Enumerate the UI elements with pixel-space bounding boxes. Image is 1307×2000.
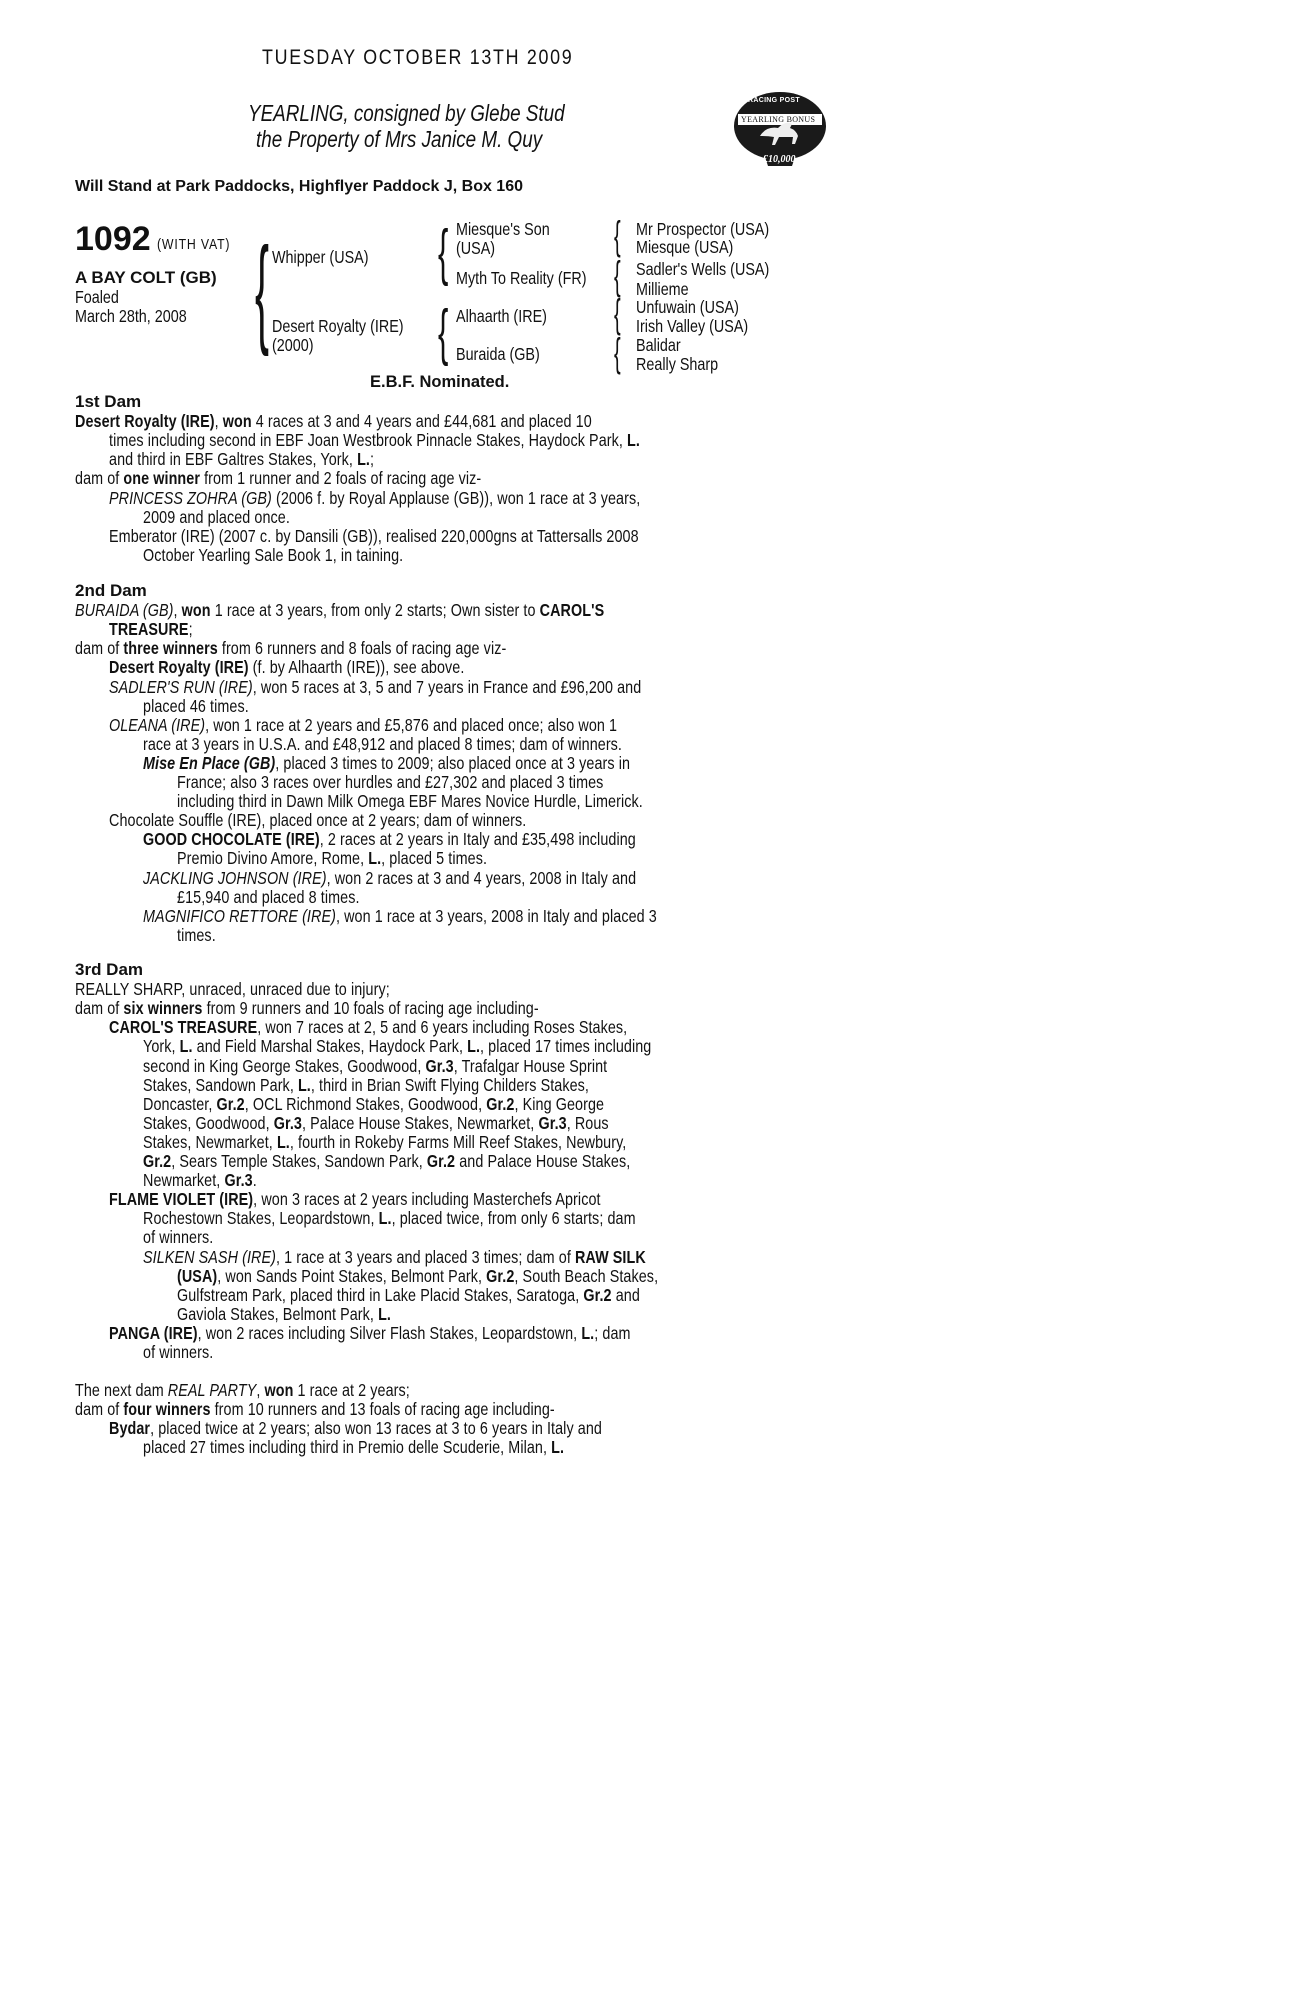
text-run: TREASURE bbox=[109, 619, 189, 640]
body-line bbox=[109, 1189, 601, 1210]
foaled-label: Foaled bbox=[75, 287, 119, 307]
text-run: , King George bbox=[514, 1093, 605, 1114]
text-run: ; dam bbox=[594, 1322, 631, 1343]
text-run: , fourth in Rokeby Farms Mill Reef Stakes, Newbury, bbox=[289, 1131, 627, 1152]
sale-date: TUESDAY OCTOBER 13TH 2009 bbox=[262, 46, 574, 69]
body-line bbox=[109, 449, 374, 470]
text-run: Stakes, Sandown Park, bbox=[143, 1074, 298, 1095]
text-run: FLAME VIOLET (IRE) bbox=[109, 1189, 254, 1210]
body-line bbox=[143, 1437, 564, 1458]
text-run: won bbox=[181, 600, 211, 621]
lot-number: 1092 bbox=[75, 220, 151, 258]
body-line bbox=[143, 1170, 257, 1191]
text-run: France; also 3 races over hurdles and £27,302 and placed 3 times bbox=[177, 772, 604, 792]
pedigree-sire-dam: Myth To Reality (FR) bbox=[456, 268, 587, 288]
text-run: (2006 f. by Royal Applause (GB)), won 1 race at 3 years, bbox=[271, 487, 641, 508]
text-run: L. bbox=[297, 1074, 311, 1095]
text-run: ; bbox=[370, 449, 375, 470]
body-line bbox=[143, 1094, 604, 1115]
text-run: , won 1 race at 3 years, 2008 in Italy and placed 3 bbox=[335, 905, 657, 926]
text-run: , bbox=[173, 600, 182, 621]
text-run: October Yearling Sale Book 1, in taining. bbox=[143, 544, 404, 565]
text-run: GOOD CHOCOLATE (IRE) bbox=[143, 829, 320, 850]
text-run: L. bbox=[357, 449, 371, 470]
body-line bbox=[143, 696, 249, 717]
body-line bbox=[109, 619, 193, 640]
brace-2: { bbox=[614, 254, 621, 298]
body-line bbox=[143, 1075, 589, 1096]
text-run: , Sears Temple Stakes, Sandown Park, bbox=[171, 1151, 427, 1171]
text-run: and bbox=[611, 1284, 640, 1305]
text-run: , placed 5 times. bbox=[381, 848, 488, 869]
text-run: Stakes, Goodwood, bbox=[143, 1112, 274, 1133]
body-line bbox=[143, 545, 403, 566]
text-run: , Palace House Stakes, Newmarket, bbox=[301, 1112, 539, 1133]
text-run: , placed 3 times to 2009; also placed once at 3 years in bbox=[275, 752, 631, 773]
text-run: L. bbox=[581, 1322, 595, 1343]
text-run: BURAIDA (GB) bbox=[75, 600, 174, 621]
text-run: Gr.3 bbox=[538, 1112, 567, 1133]
badge-middle-text: YEARLING BONUS bbox=[741, 115, 816, 124]
body-line bbox=[109, 430, 640, 451]
text-run: Bydar bbox=[109, 1418, 151, 1439]
text-run: L. bbox=[467, 1036, 481, 1057]
text-run: and Field Marshal Stakes, Haydock Park, bbox=[192, 1036, 468, 1057]
body-line bbox=[109, 1017, 627, 1038]
text-run: race at 3 years in U.S.A. and £48,912 and placed 8 times; dam of winners. bbox=[143, 733, 623, 754]
text-run: L. bbox=[368, 848, 382, 869]
body-line bbox=[143, 829, 636, 850]
pedigree-sire: Whipper (USA) bbox=[272, 247, 369, 267]
text-run: 1 race at 3 years, from only 2 starts; Own sister to bbox=[210, 600, 540, 621]
body-line bbox=[109, 657, 464, 678]
pedigree-ssd: Miesque (USA) bbox=[636, 237, 734, 257]
text-run: of winners. bbox=[143, 1342, 214, 1362]
body-line bbox=[177, 925, 216, 946]
body-line bbox=[109, 677, 641, 698]
text-run: SILKEN SASH (IRE) bbox=[143, 1246, 276, 1267]
text-run: The next dam bbox=[75, 1380, 168, 1400]
text-run: placed 27 times including third in Premio delle Scuderie, Milan, bbox=[143, 1437, 552, 1458]
body-line bbox=[109, 715, 617, 736]
property-line: the Property of Mrs Janice M. Quy bbox=[256, 126, 543, 152]
text-run: , South Beach Stakes, bbox=[514, 1265, 659, 1286]
body-line bbox=[109, 810, 526, 831]
text-run: Gr.2 bbox=[216, 1093, 245, 1114]
badge-amount: £10,000 bbox=[763, 154, 796, 165]
pedigree-sss: Mr Prospector (USA) bbox=[636, 219, 770, 239]
text-run: from 6 runners and 8 foals of racing age viz- bbox=[217, 638, 507, 659]
body-line bbox=[143, 1132, 626, 1153]
body-line bbox=[177, 848, 487, 869]
yearling-bonus-badge bbox=[730, 90, 830, 170]
pedigree-dam-sire: Alhaarth (IRE) bbox=[456, 306, 547, 326]
text-run: four winners bbox=[123, 1399, 211, 1420]
text-run: Gaviola Stakes, Belmont Park, bbox=[177, 1303, 379, 1324]
text-run: York, bbox=[143, 1036, 180, 1057]
text-run: won bbox=[264, 1380, 294, 1400]
text-run: Newmarket, bbox=[143, 1170, 225, 1191]
text-run: from 9 runners and 10 foals of racing age including- bbox=[202, 998, 539, 1019]
body-line bbox=[143, 906, 657, 927]
text-run: L. bbox=[276, 1131, 290, 1152]
body-line bbox=[177, 1266, 658, 1287]
text-run: L. bbox=[551, 1437, 565, 1458]
text-run: MAGNIFICO RETTORE (IRE) bbox=[143, 905, 336, 926]
pedigree-ddd: Really Sharp bbox=[636, 354, 719, 374]
badge-top-text: RACING POST bbox=[748, 97, 800, 104]
text-run: Gr.2 bbox=[486, 1093, 515, 1114]
body-line bbox=[143, 1056, 607, 1077]
catalogue-body bbox=[0, 392, 1307, 1692]
text-run: PANGA (IRE) bbox=[109, 1322, 198, 1343]
body-line bbox=[143, 1247, 646, 1268]
text-run: Gr.3 bbox=[273, 1112, 302, 1133]
body-line bbox=[177, 887, 360, 908]
text-run: and Palace House Stakes, bbox=[455, 1151, 631, 1171]
body-line bbox=[75, 638, 506, 659]
text-run: REAL PARTY bbox=[167, 1380, 257, 1400]
text-run: , placed twice at 2 years; also won 13 races at 3 to 6 years in Italy and bbox=[150, 1418, 602, 1439]
text-run: , placed twice, from only 6 starts; dam bbox=[391, 1208, 636, 1229]
text-run: second in King George Stakes, Goodwood, bbox=[143, 1055, 426, 1076]
body-line bbox=[177, 791, 643, 812]
text-run: L. bbox=[378, 1303, 391, 1324]
text-run: and third in EBF Galtres Stakes, York, bbox=[109, 449, 358, 470]
brace-3: { bbox=[614, 292, 621, 336]
text-run: Desert Royalty (IRE) bbox=[109, 657, 249, 678]
text-run: Stakes, Newmarket, bbox=[143, 1131, 277, 1152]
text-run: dam of bbox=[75, 468, 124, 489]
body-line bbox=[75, 998, 539, 1019]
text-run: Rochestown Stakes, Leopardstown, bbox=[143, 1208, 379, 1229]
text-run: (USA) bbox=[177, 1265, 218, 1286]
text-run: , won 3 races at 2 years including Masterchefs Apricot bbox=[253, 1189, 601, 1210]
pedigree-sire-sire-line1: Miesque's Son bbox=[456, 219, 550, 239]
text-run: one winner bbox=[123, 468, 200, 489]
text-run: , OCL Richmond Stakes, Goodwood, bbox=[244, 1093, 487, 1114]
text-run: L. bbox=[179, 1036, 193, 1057]
text-run: RAW SILK bbox=[574, 1246, 646, 1267]
text-run: 1 race at 2 years; bbox=[293, 1380, 410, 1400]
body-line bbox=[75, 468, 481, 489]
text-run: Premio Divino Amore, Rome, bbox=[177, 848, 369, 869]
brace-1: { bbox=[614, 214, 621, 258]
text-run: REALLY SHARP, unraced, unraced due to injury; bbox=[75, 979, 390, 1000]
text-run: Emberator (IRE) (2007 c. by Dansili (GB)), realised 220,000gns at Tattersalls 2008 bbox=[109, 525, 639, 546]
text-run: CAROL'S bbox=[539, 600, 605, 621]
body-line bbox=[143, 1036, 651, 1057]
text-run: dam of bbox=[75, 638, 124, 659]
body-line bbox=[143, 1113, 609, 1134]
text-run: Mise En Place (GB) bbox=[143, 752, 276, 773]
body-line bbox=[143, 1227, 213, 1248]
body-line bbox=[143, 1342, 213, 1363]
pedigree-sds: Sadler's Wells (USA) bbox=[636, 259, 770, 279]
text-run: from 10 runners and 13 foals of racing age including- bbox=[210, 1399, 555, 1420]
pedigree-dam-year: (2000) bbox=[272, 335, 314, 355]
text-run: dam of bbox=[75, 1399, 124, 1420]
text-run: placed 46 times. bbox=[143, 695, 249, 716]
text-run: , 1 race at 3 years and placed 3 times; dam of bbox=[275, 1246, 575, 1267]
body-line bbox=[75, 1380, 410, 1401]
pedigree-dam: Desert Royalty (IRE) bbox=[272, 316, 404, 336]
text-run: Gr.2 bbox=[426, 1151, 456, 1171]
body-line bbox=[177, 772, 603, 793]
section-heading: 1st Dam bbox=[75, 392, 142, 411]
text-run: dam of bbox=[75, 998, 124, 1019]
body-line bbox=[177, 1304, 391, 1325]
text-run: , won 7 races at 2, 5 and 6 years including Roses Stakes, bbox=[257, 1017, 628, 1038]
text-run: times including second in EBF Joan Westbrook Pinnacle Stakes, Haydock Park, bbox=[109, 430, 628, 451]
text-run: , won 2 races at 3 and 4 years, 2008 in Italy and bbox=[326, 867, 637, 888]
body-line bbox=[75, 1399, 555, 1420]
section-heading: 3rd Dam bbox=[75, 960, 144, 979]
text-run: Gr.2 bbox=[486, 1265, 515, 1286]
pedigree-sdd: Millieme bbox=[636, 279, 689, 299]
text-run: , placed 17 times including bbox=[480, 1036, 652, 1057]
body-line bbox=[109, 526, 639, 547]
body-line bbox=[143, 868, 636, 889]
pedigree-sire-sire-line2: (USA) bbox=[456, 238, 496, 258]
text-run: Gr.3 bbox=[224, 1170, 253, 1191]
pedigree-dds: Balidar bbox=[636, 335, 681, 355]
pedigree-dsd: Irish Valley (USA) bbox=[636, 316, 749, 336]
text-run: , bbox=[214, 411, 223, 432]
body-line bbox=[177, 1285, 640, 1306]
vat-note: (WITH VAT) bbox=[157, 236, 231, 253]
text-run: from 1 runner and 2 foals of racing age viz- bbox=[199, 468, 482, 489]
text-run: six winners bbox=[123, 998, 203, 1019]
text-run: 4 races at 3 and 4 years and £44,681 and placed 10 bbox=[251, 411, 592, 432]
text-run: Gulfstream Park, placed third in Lake Placid Stakes, Saratoga, bbox=[177, 1284, 584, 1305]
text-run: three winners bbox=[123, 638, 218, 659]
text-run: JACKLING JOHNSON (IRE) bbox=[143, 867, 327, 888]
body-line bbox=[143, 734, 622, 755]
text-run: OLEANA (IRE) bbox=[109, 714, 206, 735]
body-line bbox=[143, 507, 290, 528]
text-run: , won 2 races including Silver Flash Stakes, Leopardstown, bbox=[197, 1322, 582, 1343]
text-run: L. bbox=[378, 1208, 392, 1229]
text-run: Gr.2 bbox=[583, 1284, 612, 1305]
lot-title: A BAY COLT (GB) bbox=[75, 268, 217, 287]
foaled-date: March 28th, 2008 bbox=[75, 306, 187, 326]
body-line bbox=[109, 1418, 602, 1439]
section-heading: 2nd Dam bbox=[75, 581, 147, 600]
brace-4: { bbox=[614, 331, 621, 375]
text-run: Chocolate Souffle (IRE), placed once at 2 years; dam of winners. bbox=[109, 810, 527, 831]
pedigree-dss: Unfuwain (USA) bbox=[636, 297, 739, 317]
text-run: , Rous bbox=[566, 1112, 609, 1133]
body-line bbox=[109, 488, 640, 509]
text-run: 2009 and placed once. bbox=[143, 506, 290, 527]
text-run: , won 5 races at 3, 5 and 7 years in France and £96,200 and bbox=[252, 676, 642, 697]
body-line bbox=[143, 1208, 636, 1229]
text-run: Desert Royalty (IRE) bbox=[75, 411, 215, 432]
text-run: ; bbox=[188, 619, 193, 640]
body-line bbox=[109, 1323, 631, 1344]
dam-brace: { bbox=[438, 298, 449, 367]
text-run: won bbox=[222, 411, 252, 432]
text-run: , third in Brian Swift Flying Childers Stakes, bbox=[310, 1074, 590, 1095]
pedigree-dam-dam: Buraida (GB) bbox=[456, 344, 540, 364]
text-run: CAROL'S TREASURE bbox=[109, 1017, 258, 1038]
text-run: , won Sands Point Stakes, Belmont Park, bbox=[217, 1265, 487, 1286]
text-run: SADLER'S RUN (IRE) bbox=[109, 676, 253, 697]
text-run: . bbox=[252, 1170, 257, 1191]
consignment-line: YEARLING, consigned by Glebe Stud bbox=[248, 100, 565, 126]
body-line bbox=[75, 600, 604, 621]
body-line bbox=[143, 753, 630, 774]
text-run: Gr.2 bbox=[143, 1151, 172, 1171]
text-run: times. bbox=[177, 924, 216, 945]
text-run: , won 1 race at 2 years and £5,876 and placed once; also won 1 bbox=[205, 714, 618, 735]
body-line bbox=[143, 1151, 630, 1172]
text-run: including third in Dawn Milk Omega EBF Mares Novice Hurdle, Limerick. bbox=[177, 791, 643, 812]
sire-brace: { bbox=[438, 218, 449, 287]
text-run: £15,940 and placed 8 times. bbox=[177, 886, 360, 907]
text-run: , bbox=[256, 1380, 265, 1400]
body-line bbox=[75, 979, 390, 1000]
text-run: (f. by Alhaarth (IRE)), see above. bbox=[248, 657, 465, 678]
stand-location: Will Stand at Park Paddocks, Highflyer Paddock J, Box 160 bbox=[75, 178, 523, 195]
text-run: , Trafalgar House Sprint bbox=[453, 1055, 608, 1076]
body-line bbox=[75, 411, 592, 432]
ebf-nominated: E.B.F. Nominated. bbox=[370, 373, 510, 391]
text-run: , 2 races at 2 years in Italy and £35,498 including bbox=[319, 829, 636, 850]
text-run: Doncaster, bbox=[143, 1093, 217, 1114]
text-run: L. bbox=[627, 430, 640, 451]
text-run: Gr.3 bbox=[425, 1055, 454, 1076]
pedigree-brace: { bbox=[255, 223, 270, 357]
text-run: of winners. bbox=[143, 1227, 214, 1248]
text-run: PRINCESS ZOHRA (GB) bbox=[109, 487, 272, 508]
